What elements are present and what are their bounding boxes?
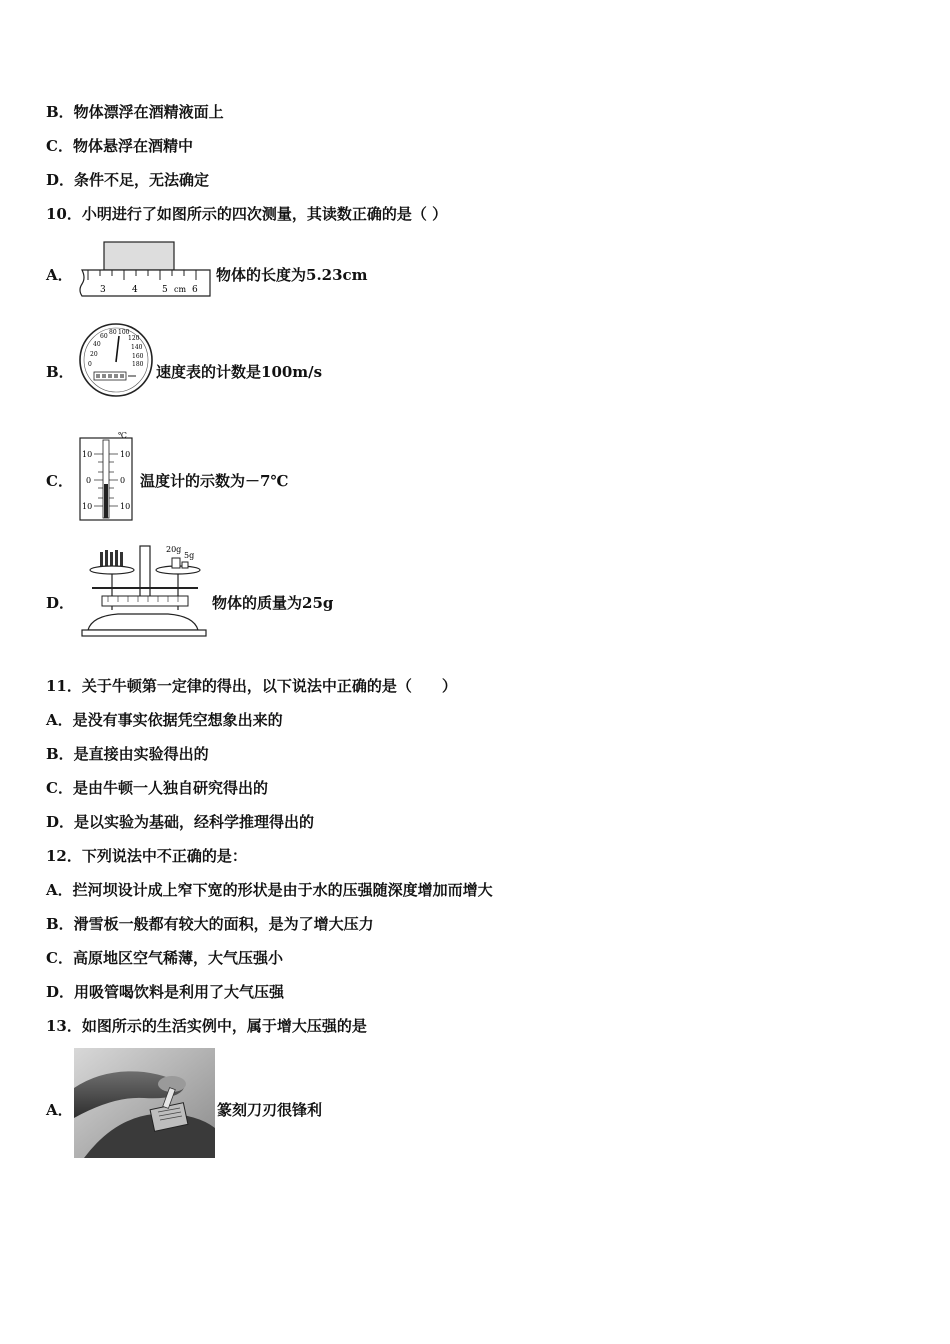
q12-stem: 12．下列说法中不正确的是： bbox=[46, 847, 247, 865]
speed-mark-80: 80 bbox=[109, 329, 117, 336]
speed-mark-180: 180 bbox=[132, 361, 144, 368]
q11-option-b: B．是直接由实验得出的 bbox=[46, 745, 209, 763]
carving-knife-photo bbox=[74, 1048, 215, 1158]
q13-option-a-label: A． bbox=[46, 1101, 73, 1119]
q10-option-b-text: 速度表的计数是100m/s bbox=[156, 363, 323, 381]
q10-option-c-label: C． bbox=[46, 472, 73, 490]
thermo-left-10-top: 10 bbox=[82, 450, 93, 459]
q11-option-a: A．是没有事实依据凭空想象出来的 bbox=[46, 711, 283, 729]
speed-mark-160: 160 bbox=[132, 353, 144, 360]
thermometer-figure bbox=[76, 432, 138, 522]
q11-option-c: C．是由牛顿一人独自研究得出的 bbox=[46, 779, 268, 797]
q10-option-d-label: D． bbox=[46, 594, 75, 612]
q12-option-d: D．用吸管喝饮料是利用了大气压强 bbox=[46, 983, 285, 1001]
speed-mark-100: 100 bbox=[118, 329, 130, 336]
thermo-left-10-bottom: 10 bbox=[82, 502, 93, 511]
speed-mark-140: 140 bbox=[131, 344, 143, 351]
q10-option-a-label: A． bbox=[46, 266, 73, 284]
q12-option-a: A．拦河坝设计成上窄下宽的形状是由于水的压强随深度增加而增大 bbox=[46, 881, 493, 899]
speed-mark-40: 40 bbox=[93, 341, 101, 348]
thermo-right-10-top: 10 bbox=[120, 450, 131, 459]
ruler-tick-3: 3 bbox=[100, 285, 106, 295]
balance-figure bbox=[78, 540, 208, 640]
q10-stem: 10．小明进行了如图所示的四次测量，其读数正确的是（ ） bbox=[46, 205, 448, 223]
weight-5g: 5g bbox=[184, 551, 195, 560]
ruler-tick-4: 4 bbox=[132, 285, 138, 295]
q9-option-b: B．物体漂浮在酒精液面上 bbox=[46, 103, 224, 121]
q12-option-b: B．滑雪板一般都有较大的面积，是为了增大压力 bbox=[46, 915, 374, 933]
q10-option-c-text: 温度计的示数为－7℃ bbox=[140, 472, 289, 490]
speed-mark-60: 60 bbox=[100, 333, 108, 340]
weight-20g: 20g bbox=[166, 545, 182, 554]
ruler-figure bbox=[78, 240, 214, 302]
q10-option-a-text: 物体的长度为5.23cm bbox=[216, 266, 368, 284]
ruler-tick-6: 6 bbox=[192, 285, 198, 295]
thermometer-unit: ℃ bbox=[118, 432, 127, 440]
speed-mark-20: 20 bbox=[90, 351, 98, 358]
q11-option-d: D．是以实验为基础，经科学推理得出的 bbox=[46, 813, 315, 831]
q10-option-d-text: 物体的质量为25g bbox=[212, 594, 334, 612]
speedometer-figure bbox=[76, 322, 156, 400]
thermo-right-10-bottom: 10 bbox=[120, 502, 131, 511]
q12-option-c: C．高原地区空气稀薄，大气压强小 bbox=[46, 949, 283, 967]
q9-option-c: C．物体悬浮在酒精中 bbox=[46, 137, 193, 155]
q10-option-b-label: B． bbox=[46, 363, 74, 381]
q13-stem: 13．如图所示的生活实例中，属于增大压强的是 bbox=[46, 1017, 367, 1035]
q13-option-a-text: 篆刻刀刃很锋利 bbox=[217, 1101, 323, 1119]
speed-mark-120: 120 bbox=[128, 335, 140, 342]
thermo-right-0: 0 bbox=[120, 476, 126, 485]
ruler-tick-5: 5 bbox=[162, 285, 168, 295]
thermo-left-0: 0 bbox=[86, 476, 92, 485]
speed-mark-0: 0 bbox=[88, 361, 92, 368]
q9-option-d: D．条件不足，无法确定 bbox=[46, 171, 210, 189]
ruler-unit: cm bbox=[174, 285, 187, 294]
q11-stem: 11．关于牛顿第一定律的得出，以下说法中正确的是（ ） bbox=[46, 677, 457, 695]
